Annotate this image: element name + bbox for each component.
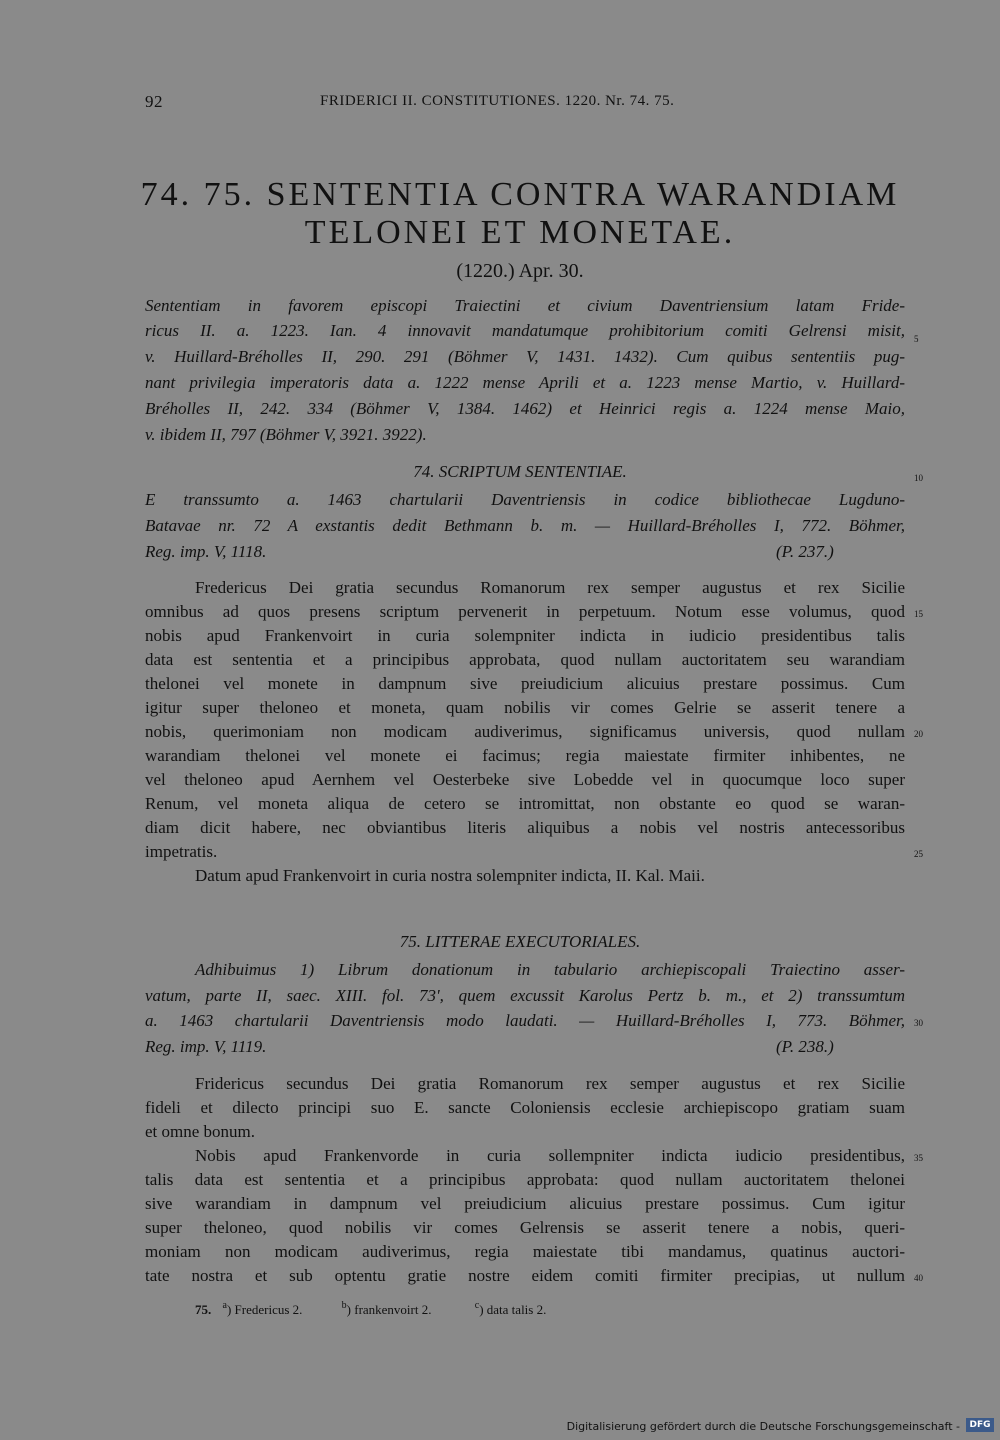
footnotes (195, 1300, 546, 1318)
line-number: 30 (914, 1018, 923, 1028)
text-line: impetratis. (145, 842, 218, 861)
section-75-source-line: Adhibuimus 1) Librum donationum in tabulario archiepiscopali Traiectino asser- (195, 960, 905, 979)
section-74-source-ref: (P. 237.) (776, 542, 834, 561)
text-line: sive warandiam in dampnum vel preiudicium alicuius prestare possimus. Cum igitur (145, 1194, 905, 1213)
footnote-a: $^a$) Fredericus 2. (222, 1300, 303, 1317)
footnote-c: $^c$) data talis 2. (474, 1300, 547, 1317)
text-line: talis data est sententia et a principibus approbata: quod nullam auctoritatem thelonei (145, 1170, 905, 1189)
line-number: 10 (914, 473, 923, 483)
intro-line: nant privilegia imperatoris data a. 1222 mense Aprili et a. 1223 mense Martio, v. Huillard- (145, 373, 905, 392)
dfg-banner-text: Digitalisierung gefördert durch die Deutsche Forschungsgemeinschaft - (566, 1420, 960, 1433)
section-75-heading: 75. LITTERAE EXECUTORIALES. (399, 932, 641, 951)
section-75-source-line: Reg. imp. V, 1119. (145, 1037, 267, 1056)
text-line: Renum, vel moneta aliqua de cetero se intromittat, non obstante eo quod se waran- (145, 794, 905, 813)
text-line: fideli et dilecto principi suo E. sancte Coloniensis ecclesie archiepiscopo gratiam suam (145, 1098, 905, 1117)
text-line: nobis apud Frankenvoirt in curia solempniter indicta in iudicio presidentibus talis (145, 626, 905, 645)
section-74-source-line: E transsumto a. 1463 chartularii Daventriensis in codice bibliothecae Lugduno- (145, 490, 905, 509)
intro-line: Sententiam in favorem episcopi Traiectini et civium Daventriensium latam Fride- (145, 296, 905, 315)
section-75-source-ref: (P. 238.) (776, 1037, 834, 1056)
text-line: warandiam thelonei vel monete ei facimus; regia maiestate firmiter inhibentes, ne (145, 746, 905, 765)
text-line: et omne bonum. (145, 1122, 256, 1141)
document-title-line1: 74. 75. SENTENTIA CONTRA WARANDIAM (140, 176, 900, 213)
text-line: diam dicit habere, nec obviantibus literis aliquibus a nobis vel nostris antecessoribus (145, 818, 905, 837)
line-number: 5 (914, 334, 919, 344)
document-title-line2: TELONEI ET MONETAE. (304, 214, 736, 251)
datum-line: Datum apud Frankenvoirt in curia nostra solempniter indicta, II. Kal. Maii. (195, 866, 705, 885)
text-line: vel theloneo apud Aernhem vel Oesterbeke sive Lobedde vel in quocumque loco super (145, 770, 905, 789)
intro-line: v. Huillard-Bréholles II, 290. 291 (Böhmer V, 1431. 1432). Cum quibus sententiis pug- (145, 347, 905, 366)
document-date: (1220.) Apr. 30. (456, 260, 584, 282)
text-line: Fridericus secundus Dei gratia Romanorum rex semper augustus et rex Sicilie (195, 1074, 905, 1093)
footnote-b: $^b$) frankenvoirt 2. (341, 1300, 432, 1317)
text-line: nobis, querimoniam non modicam audiverimus, significamus universis, quod nullam (145, 722, 905, 741)
section-74-source-line: Batavae nr. 72 A exstantis dedit Bethmann b. m. — Huillard-Bréholles I, 772. Böhmer, (145, 516, 905, 535)
text-line: Fredericus Dei gratia secundus Romanorum rex semper augustus et rex Sicilie (195, 578, 905, 597)
text-line: thelonei vel monete in dampnum sive preiudicium alicuius prestare possimus. Cum (145, 674, 905, 693)
intro-line: Bréholles II, 242. 334 (Böhmer V, 1384. 1462) et Heinrici regis a. 1224 mense Maio, (145, 399, 905, 418)
section-75-source-line: vatum, parte II, saec. XIII. fol. 73', quem excussit Karolus Pertz b. m., et 2) transsumtum (145, 986, 905, 1005)
text-line: Nobis apud Frankenvorde in curia sollempniter indicta iudicio presidentibus, (195, 1146, 905, 1165)
page-number: 92 (145, 92, 163, 111)
intro-line: ricus II. a. 1223. Ian. 4 innovavit mandatumque prohibitorium comiti Gelrensi misit, (145, 321, 905, 340)
text-line: data est sententia et a principibus approbata, quod nullam auctoritatem seu warandiam (145, 650, 905, 669)
dfg-logo: DFG (966, 1418, 994, 1432)
section-74-heading: 74. SCRIPTUM SENTENTIAE. (413, 462, 627, 481)
text-line: tate nostra et sub optentu gratie nostre eidem comiti firmiter precipias, ut nullum (145, 1266, 905, 1285)
line-number: 15 (914, 609, 923, 619)
text-line: igitur super theloneo et moneta, quam nobilis vir comes Gelrie se asserit tenere a (145, 698, 905, 717)
running-title: FRIDERICI II. CONSTITUTIONES. 1220. Nr. 74. 75. (320, 93, 675, 109)
dfg-banner (0, 1412, 1000, 1440)
section-74-source-line: Reg. imp. V, 1118. (145, 542, 267, 561)
section-75-source-line: a. 1463 chartularii Daventriensis modo laudati. — Huillard-Bréholles I, 773. Böhmer, (145, 1011, 905, 1030)
line-number: 40 (914, 1273, 923, 1283)
line-number: 25 (914, 849, 923, 859)
line-number: 35 (914, 1153, 923, 1163)
text-line: moniam non modicam audiverimus, regia maiestate tibi mandamus, quatinus auctori- (145, 1242, 905, 1261)
text-line: omnibus ad quos presens scriptum pervenerit in perpetuum. Notum esse volumus, quod (145, 602, 905, 621)
line-number: 20 (914, 729, 923, 739)
footnote-label: 75. (195, 1302, 212, 1317)
intro-line: v. ibidem II, 797 (Böhmer V, 3921. 3922). (145, 425, 427, 444)
text-line: super theloneo, quod nobilis vir comes Gelrensis se asserit tenere a nobis, queri- (145, 1218, 905, 1237)
